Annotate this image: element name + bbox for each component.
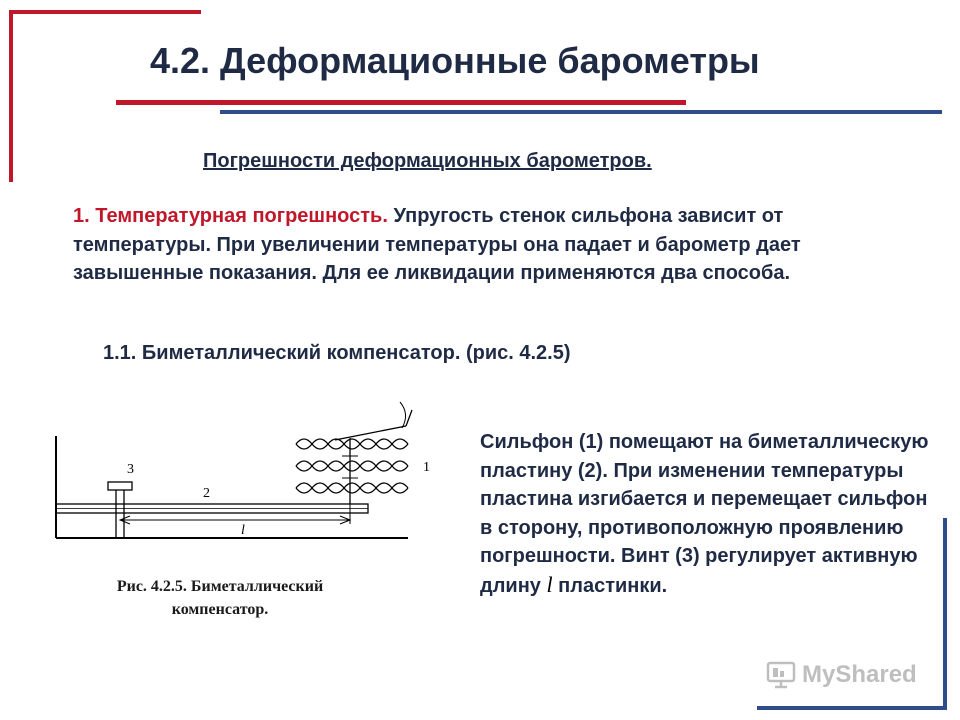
watermark-text: MyShared bbox=[802, 661, 917, 688]
section-subtitle: Погрешности деформационных барометров. bbox=[203, 150, 652, 172]
figure-label-l: l bbox=[241, 523, 245, 538]
caption-line-2: компенсатор. bbox=[171, 601, 269, 618]
caption-line-1: Рис. 4.2.5. Биметаллический bbox=[116, 578, 324, 595]
watermark bbox=[766, 656, 917, 694]
figure-label-1: 1 bbox=[423, 460, 430, 475]
page-title: 4.2. Деформационные барометры bbox=[150, 40, 760, 81]
blue-frame-bottom bbox=[757, 706, 947, 710]
figure-caption bbox=[70, 575, 370, 621]
item-bimetal-compensator: 1.1. Биметаллический компенсатор. (рис. 4.2.5) bbox=[103, 342, 571, 364]
temperature-error-paragraph bbox=[73, 202, 863, 288]
red-frame-vertical bbox=[9, 10, 13, 182]
bimetal-compensator-figure bbox=[50, 400, 430, 550]
paragraph-lead: 1. Температурная погрешность. bbox=[73, 205, 388, 227]
blue-title-underline bbox=[220, 110, 942, 114]
length-symbol: l bbox=[546, 571, 553, 597]
bellows-description bbox=[480, 428, 930, 601]
red-title-underline bbox=[116, 100, 686, 105]
blue-frame-vertical bbox=[943, 518, 947, 710]
figure-label-2: 2 bbox=[203, 486, 210, 501]
presentation-icon bbox=[766, 660, 796, 690]
figure-label-3: 3 bbox=[127, 462, 134, 477]
description-text: Сильфон (1) помещают на биметаллическую пластину (2). При изменении температуры пластина изгибается и перемещает сильфон в сторону, противоположную проявлению погрешности. Винт (3) регулирует активную длину bbox=[480, 431, 929, 597]
description-end: пластинки. bbox=[558, 574, 668, 597]
red-frame-top bbox=[9, 10, 201, 14]
paragraph-text: Упругость стенок сильфона зависит от температуры. При увеличении температуры она падает и барометр дает завышенные показания. Для ее ликвидации применяются два способа. bbox=[73, 205, 801, 284]
